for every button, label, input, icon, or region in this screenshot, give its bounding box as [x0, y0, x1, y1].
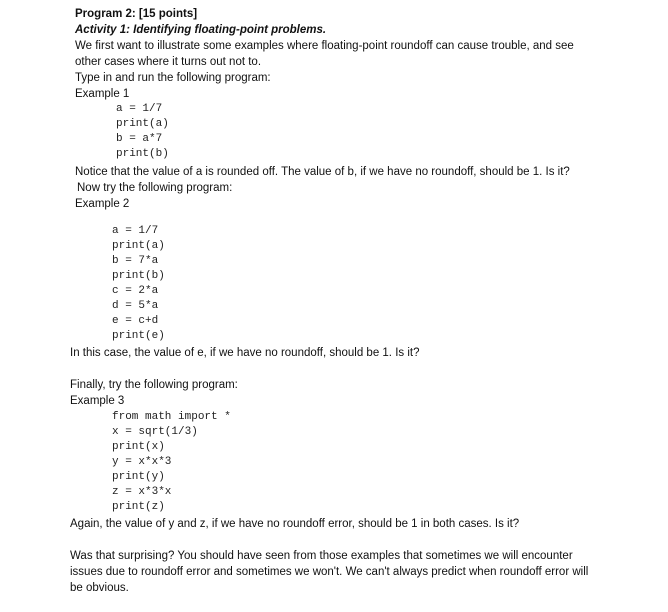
example-2-code-line: d = 5*a: [112, 300, 159, 312]
activity-title: Activity 1: Identifying floating-point problems.: [75, 24, 327, 36]
example-2-code-line: print(a): [112, 240, 165, 252]
example-1-code-line: b = a*7: [116, 133, 163, 145]
example-3-code-line: print(x): [112, 441, 165, 453]
example-1-notice: Notice that the value of a is rounded off. The value of b, if we have no roundoff, should be 1. Is it?: [75, 166, 570, 178]
example-2-code-line: b = 7*a: [112, 255, 159, 267]
example-3-code-line: z = x*3*x: [112, 486, 172, 498]
example-1-code-line: print(b): [116, 148, 169, 160]
conclusion-line-2: issues due to roundoff error and sometimes we won't. We can't always predict when roundoff error will: [70, 566, 589, 578]
example-2-code-line: print(e): [112, 330, 165, 342]
example-2-code-line: a = 1/7: [112, 225, 159, 237]
example-3-code-line: print(y): [112, 471, 165, 483]
example-3-code-line: x = sqrt(1/3): [112, 426, 198, 438]
example-1-label: Example 1: [75, 88, 130, 100]
conclusion-line-3: be obvious.: [70, 582, 129, 594]
example-2-question: In this case, the value of e, if we have no roundoff, should be 1. Is it?: [70, 347, 420, 359]
example-3-code-line: print(z): [112, 501, 165, 513]
example-3-question: Again, the value of y and z, if we have no roundoff error, should be 1 in both cases. Is it?: [70, 518, 520, 530]
example-1-code-line: print(a): [116, 118, 169, 130]
example-1-code-line: a = 1/7: [116, 103, 163, 115]
intro-line-1: We first want to illustrate some examples where floating-point roundoff can cause trouble, and see: [75, 40, 574, 52]
program-title: Program 2: [15 points]: [75, 8, 198, 20]
conclusion-line-1: Was that surprising? You should have seen from those examples that sometimes we will encounter: [70, 550, 573, 562]
example-2-code-line: c = 2*a: [112, 285, 159, 297]
example-3-code-line: y = x*x*3: [112, 456, 172, 468]
example-2-code-line: print(b): [112, 270, 165, 282]
example-1-next: Now try the following program:: [77, 182, 233, 194]
example-2-code-line: e = c+d: [112, 315, 159, 327]
example-3-label: Example 3: [70, 395, 125, 407]
example-3-intro: Finally, try the following program:: [70, 379, 238, 391]
example-2-label: Example 2: [75, 198, 130, 210]
intro-line-2: other cases where it turns out not to.: [75, 56, 262, 68]
intro-line-3: Type in and run the following program:: [75, 72, 271, 84]
example-3-code-line: from math import *: [112, 411, 231, 423]
